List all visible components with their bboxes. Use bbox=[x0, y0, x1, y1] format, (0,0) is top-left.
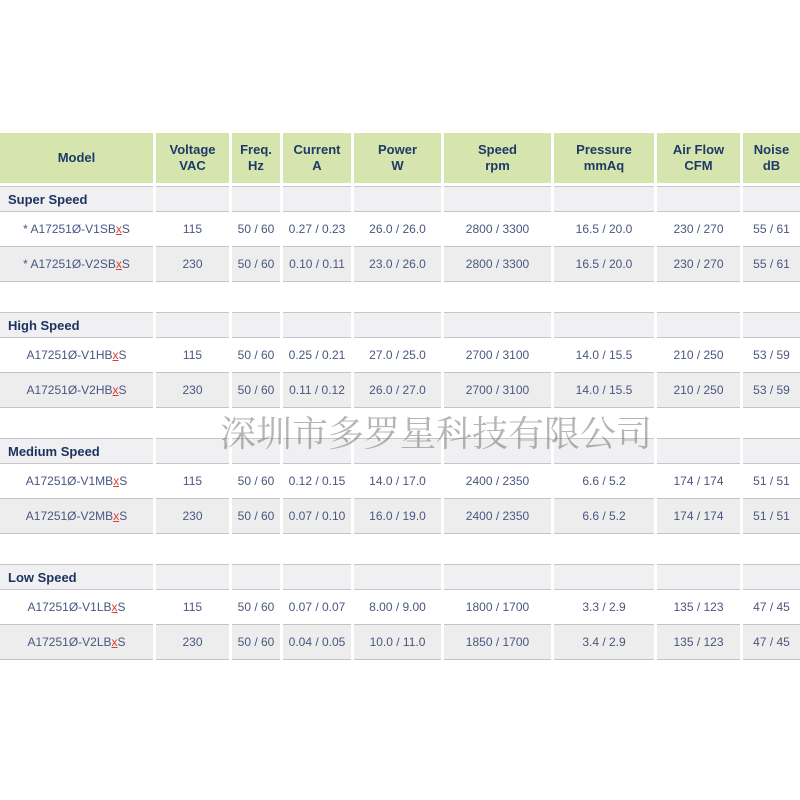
model-text: * A17251Ø-V2SB bbox=[23, 257, 116, 271]
model-cell bbox=[0, 373, 153, 408]
model-text: A17251Ø-V2MB bbox=[25, 509, 114, 523]
section-header-row bbox=[0, 186, 800, 212]
current-cell: 0.07 / 0.10 bbox=[283, 499, 351, 534]
section-header-row bbox=[0, 312, 800, 338]
airflow-cell: 135 / 123 bbox=[657, 590, 740, 625]
model-text-suffix: S bbox=[118, 348, 127, 362]
pressure-cell: 16.5 / 20.0 bbox=[554, 212, 654, 247]
freq-cell: 50 / 60 bbox=[232, 499, 280, 534]
voltage-cell: 115 bbox=[156, 464, 229, 499]
table-row bbox=[0, 373, 800, 408]
section-medium-speed bbox=[0, 438, 800, 534]
current-cell: 0.12 / 0.15 bbox=[283, 464, 351, 499]
header-label: Freq. bbox=[240, 142, 272, 157]
section-spacer-cell bbox=[156, 438, 229, 464]
freq-cell: 50 / 60 bbox=[232, 212, 280, 247]
section-spacer-cell bbox=[743, 438, 800, 464]
model-variant-x: x bbox=[111, 635, 118, 649]
header-unit: dB bbox=[762, 158, 781, 173]
model-text-suffix: S bbox=[119, 509, 128, 523]
model-cell bbox=[0, 338, 153, 373]
airflow-cell: 135 / 123 bbox=[657, 625, 740, 660]
current-cell: 0.11 / 0.12 bbox=[283, 373, 351, 408]
power-cell: 14.0 / 17.0 bbox=[354, 464, 441, 499]
watermark-text: 深圳市多罗星科技有限公司 bbox=[220, 413, 653, 454]
header-cell-noise bbox=[743, 133, 800, 183]
voltage-cell: 230 bbox=[156, 373, 229, 408]
voltage-cell: 115 bbox=[156, 338, 229, 373]
noise-cell: 47 / 45 bbox=[743, 590, 800, 625]
pressure-cell: 6.6 / 5.2 bbox=[554, 499, 654, 534]
model-text: A17251Ø-V1MB bbox=[25, 474, 114, 488]
model-text-suffix: S bbox=[118, 383, 127, 397]
model-text: A17251Ø-V2HB bbox=[26, 383, 113, 397]
noise-cell: 55 / 61 bbox=[743, 212, 800, 247]
section-spacer-cell bbox=[657, 564, 740, 590]
pressure-cell: 14.0 / 15.5 bbox=[554, 338, 654, 373]
spec-table bbox=[0, 133, 800, 660]
model-text-suffix: S bbox=[119, 474, 128, 488]
section-spacer-cell bbox=[444, 312, 551, 338]
airflow-cell: 174 / 174 bbox=[657, 464, 740, 499]
speed-cell: 2400 / 2350 bbox=[444, 464, 551, 499]
model-cell bbox=[0, 212, 153, 247]
section-spacer-cell bbox=[444, 438, 551, 464]
noise-cell: 53 / 59 bbox=[743, 373, 800, 408]
section-spacer-cell bbox=[232, 438, 280, 464]
section-title: Medium Speed bbox=[0, 438, 153, 464]
voltage-cell: 115 bbox=[156, 590, 229, 625]
header-label: Air Flow bbox=[672, 142, 725, 157]
model-variant-x: x bbox=[112, 348, 119, 362]
airflow-cell: 210 / 250 bbox=[657, 338, 740, 373]
table-row bbox=[0, 590, 800, 625]
model-text: A17251Ø-V2LB bbox=[27, 635, 112, 649]
speed-cell: 1850 / 1700 bbox=[444, 625, 551, 660]
speed-cell: 2800 / 3300 bbox=[444, 247, 551, 282]
current-cell: 0.25 / 0.21 bbox=[283, 338, 351, 373]
power-cell: 26.0 / 26.0 bbox=[354, 212, 441, 247]
header-cell-current bbox=[283, 133, 351, 183]
freq-cell: 50 / 60 bbox=[232, 625, 280, 660]
header-label: Pressure bbox=[576, 142, 632, 157]
section-title: Low Speed bbox=[0, 564, 153, 590]
pressure-cell: 6.6 / 5.2 bbox=[554, 464, 654, 499]
header-label: Model bbox=[57, 150, 96, 165]
section-spacer-cell bbox=[354, 186, 441, 212]
header-unit: mmAq bbox=[583, 158, 625, 173]
section-spacer-cell bbox=[554, 564, 654, 590]
table-row bbox=[0, 338, 800, 373]
power-cell: 16.0 / 19.0 bbox=[354, 499, 441, 534]
airflow-cell: 174 / 174 bbox=[657, 499, 740, 534]
model-text-suffix: S bbox=[121, 222, 130, 236]
header-cell-model bbox=[0, 133, 153, 183]
power-cell: 23.0 / 26.0 bbox=[354, 247, 441, 282]
model-text-suffix: S bbox=[117, 635, 126, 649]
header-label: Current bbox=[293, 142, 341, 157]
table-row bbox=[0, 625, 800, 660]
voltage-cell: 230 bbox=[156, 247, 229, 282]
current-cell: 0.04 / 0.05 bbox=[283, 625, 351, 660]
noise-cell: 47 / 45 bbox=[743, 625, 800, 660]
model-variant-x: x bbox=[113, 509, 120, 523]
table-row bbox=[0, 212, 800, 247]
section-spacer-cell bbox=[156, 564, 229, 590]
table-header-row bbox=[0, 133, 800, 183]
model-variant-x: x bbox=[112, 383, 119, 397]
section-title: High Speed bbox=[0, 312, 153, 338]
pressure-cell: 3.3 / 2.9 bbox=[554, 590, 654, 625]
section-spacer-cell bbox=[657, 186, 740, 212]
section-spacer-cell bbox=[354, 438, 441, 464]
header-label: Noise bbox=[753, 142, 790, 157]
table-row bbox=[0, 499, 800, 534]
voltage-cell: 115 bbox=[156, 212, 229, 247]
header-unit: rpm bbox=[485, 158, 510, 173]
power-cell: 27.0 / 25.0 bbox=[354, 338, 441, 373]
power-cell: 8.00 / 9.00 bbox=[354, 590, 441, 625]
header-label: Power bbox=[377, 142, 417, 157]
speed-cell: 2400 / 2350 bbox=[444, 499, 551, 534]
header-cell-pressure bbox=[554, 133, 654, 183]
section-spacer-cell bbox=[444, 564, 551, 590]
current-cell: 0.27 / 0.23 bbox=[283, 212, 351, 247]
section-spacer-cell bbox=[743, 186, 800, 212]
freq-cell: 50 / 60 bbox=[232, 464, 280, 499]
header-cell-speed bbox=[444, 133, 551, 183]
section-spacer-cell bbox=[232, 312, 280, 338]
pressure-cell: 16.5 / 20.0 bbox=[554, 247, 654, 282]
section-super-speed bbox=[0, 186, 800, 282]
current-cell: 0.10 / 0.11 bbox=[283, 247, 351, 282]
header-unit: W bbox=[391, 158, 404, 173]
airflow-cell: 230 / 270 bbox=[657, 247, 740, 282]
header-cell-voltage bbox=[156, 133, 229, 183]
pressure-cell: 14.0 / 15.5 bbox=[554, 373, 654, 408]
header-unit: CFM bbox=[684, 158, 713, 173]
header-cell-airflow bbox=[657, 133, 740, 183]
section-spacer-cell bbox=[283, 564, 351, 590]
current-cell: 0.07 / 0.07 bbox=[283, 590, 351, 625]
section-spacer-cell bbox=[657, 312, 740, 338]
speed-cell: 1800 / 1700 bbox=[444, 590, 551, 625]
section-high-speed bbox=[0, 312, 800, 408]
noise-cell: 53 / 59 bbox=[743, 338, 800, 373]
model-variant-x: x bbox=[111, 600, 118, 614]
section-spacer-cell bbox=[283, 186, 351, 212]
table-row bbox=[0, 464, 800, 499]
section-spacer-cell bbox=[156, 312, 229, 338]
airflow-cell: 230 / 270 bbox=[657, 212, 740, 247]
model-variant-x: x bbox=[115, 222, 122, 236]
header-label: Speed bbox=[477, 142, 517, 157]
model-cell bbox=[0, 590, 153, 625]
section-spacer-cell bbox=[232, 564, 280, 590]
noise-cell: 51 / 51 bbox=[743, 499, 800, 534]
model-text-suffix: S bbox=[121, 257, 130, 271]
section-title: Super Speed bbox=[0, 186, 153, 212]
model-text-suffix: S bbox=[117, 600, 126, 614]
model-cell bbox=[0, 499, 153, 534]
section-spacer-cell bbox=[444, 186, 551, 212]
model-cell bbox=[0, 464, 153, 499]
section-header-row bbox=[0, 564, 800, 590]
speed-cell: 2800 / 3300 bbox=[444, 212, 551, 247]
section-spacer-cell bbox=[354, 564, 441, 590]
header-unit: A bbox=[312, 158, 322, 173]
model-variant-x: x bbox=[113, 474, 120, 488]
model-variant-x: x bbox=[115, 257, 122, 271]
noise-cell: 51 / 51 bbox=[743, 464, 800, 499]
header-cell-power bbox=[354, 133, 441, 183]
airflow-cell: 210 / 250 bbox=[657, 373, 740, 408]
voltage-cell: 230 bbox=[156, 625, 229, 660]
freq-cell: 50 / 60 bbox=[232, 338, 280, 373]
section-spacer-cell bbox=[743, 564, 800, 590]
section-spacer-cell bbox=[354, 312, 441, 338]
speed-cell: 2700 / 3100 bbox=[444, 373, 551, 408]
freq-cell: 50 / 60 bbox=[232, 247, 280, 282]
section-header-row bbox=[0, 438, 800, 464]
section-spacer-cell bbox=[232, 186, 280, 212]
section-spacer-cell bbox=[554, 186, 654, 212]
freq-cell: 50 / 60 bbox=[232, 373, 280, 408]
pressure-cell: 3.4 / 2.9 bbox=[554, 625, 654, 660]
power-cell: 10.0 / 11.0 bbox=[354, 625, 441, 660]
header-unit: Hz bbox=[248, 158, 264, 173]
power-cell: 26.0 / 27.0 bbox=[354, 373, 441, 408]
section-spacer-cell bbox=[283, 438, 351, 464]
section-spacer-cell bbox=[554, 312, 654, 338]
freq-cell: 50 / 60 bbox=[232, 590, 280, 625]
section-spacer-cell bbox=[743, 312, 800, 338]
model-cell bbox=[0, 625, 153, 660]
section-spacer-cell bbox=[554, 438, 654, 464]
section-low-speed bbox=[0, 564, 800, 660]
model-text: A17251Ø-V1LB bbox=[27, 600, 112, 614]
model-cell bbox=[0, 247, 153, 282]
header-cell-freq bbox=[232, 133, 280, 183]
section-spacer-cell bbox=[657, 438, 740, 464]
noise-cell: 55 / 61 bbox=[743, 247, 800, 282]
section-spacer-cell bbox=[283, 312, 351, 338]
model-text: * A17251Ø-V1SB bbox=[23, 222, 116, 236]
section-spacer-cell bbox=[156, 186, 229, 212]
model-text: A17251Ø-V1HB bbox=[26, 348, 113, 362]
header-unit: VAC bbox=[179, 158, 206, 173]
header-label: Voltage bbox=[169, 142, 216, 157]
table-row bbox=[0, 247, 800, 282]
voltage-cell: 230 bbox=[156, 499, 229, 534]
speed-cell: 2700 / 3100 bbox=[444, 338, 551, 373]
